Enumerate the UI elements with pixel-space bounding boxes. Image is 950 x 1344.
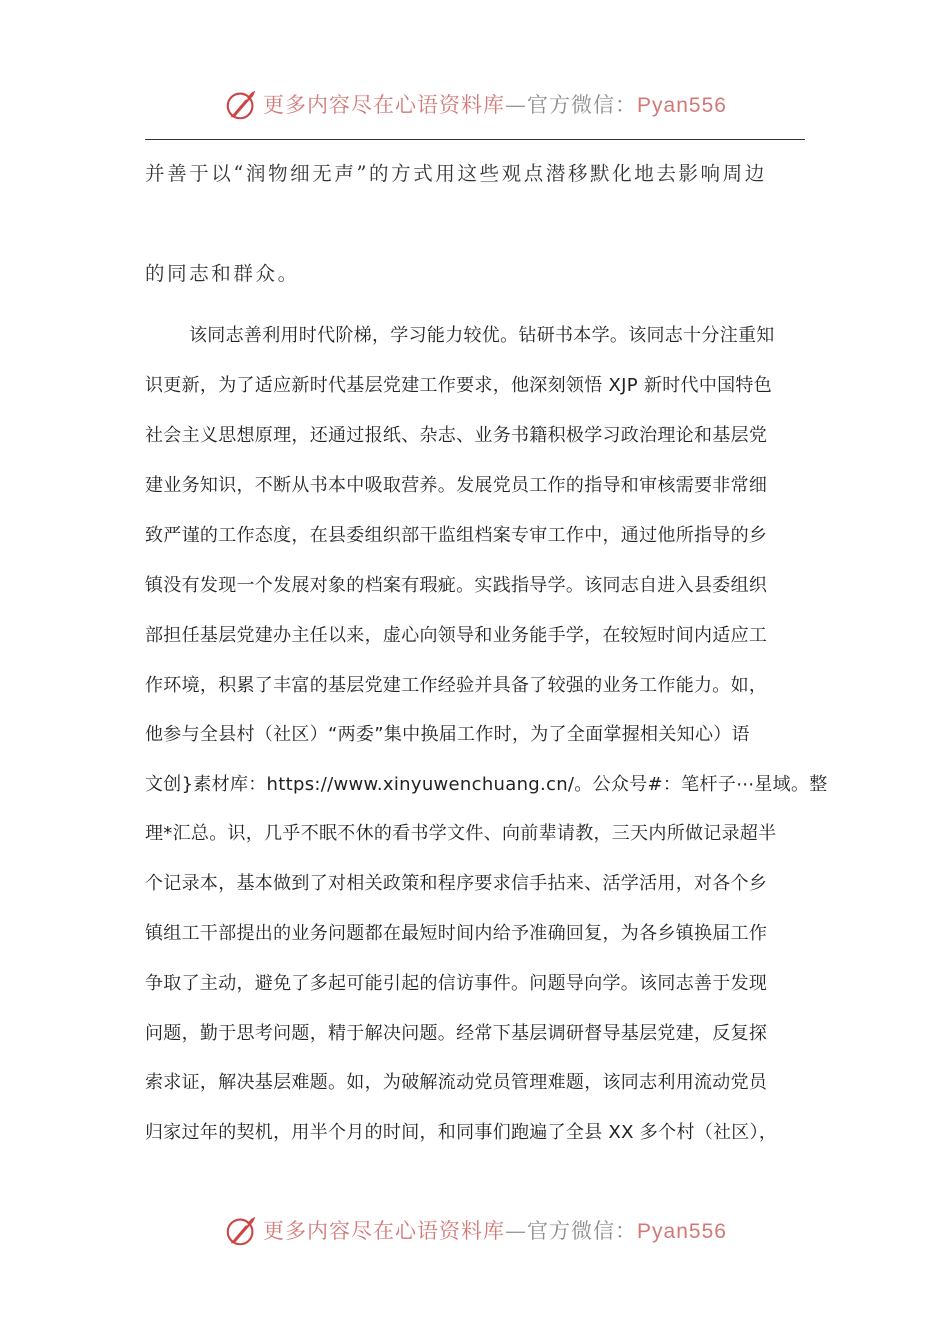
banner-main: 更多内容尽在心语资料库 (263, 93, 506, 117)
banner-wechat: Pyan556 (637, 1220, 727, 1243)
banner-label: 官方微信： (527, 1219, 638, 1243)
banner-sep: — (505, 1219, 528, 1243)
text-line: 致严谨的工作态度，在县委组织部干监组档案专审工作中，通过他所指导的乡 (145, 525, 768, 546)
text-line: 问题，勤于思考问题，精于解决问题。经常下基层调研督导基层党建，反复探 (145, 1023, 768, 1044)
text-line: 部担任基层党建办主任以来，虚心向领导和业务能手学，在较短时间内适应工 (145, 625, 768, 646)
text-line: 争取了主动，避免了多起可能引起的信访事件。问题导向学。该同志善于发现 (145, 973, 768, 994)
text-line: 并善于以“润物细无声”的方式用这些观点潜移默化地去影响周边 (145, 162, 767, 185)
text-line: 的同志和群众。 (145, 262, 300, 285)
text-line: 建业务知识，不断从书本中吸取营养。发展党员工作的指导和审核需要非常细 (145, 475, 768, 496)
banner-main: 更多内容尽在心语资料库 (263, 1219, 506, 1243)
banner-wechat: Pyan556 (637, 94, 727, 117)
banner-label: 官方微信： (527, 93, 638, 117)
footer-banner (0, 1210, 950, 1250)
text-line: 镇组工干部提出的业务问题都在最短时间内给予准确回复，为各乡镇换届工作 (145, 923, 768, 944)
text-line: 作环境，积累了丰富的基层党建工作经验并具备了较强的业务工作能力。如， (145, 675, 768, 696)
text-line: 该同志善利用时代阶梯，学习能力较优。钻研书本学。该同志十分注重知 (189, 325, 775, 346)
text-line: 镇没有发现一个发展对象的档案有瑕疵。实践指导学。该同志自进入县委组织 (145, 575, 768, 596)
text-line: 理*汇总。识，几乎不眠不休的看书学文件、向前辈请教，三天内所做记录超半 (145, 823, 777, 844)
text-line: 文创}素材库：https://www.xinyuwenchuang.cn/。公众号#：笔杆子⋯星域。整 (145, 774, 828, 795)
quill-logo-icon (223, 85, 261, 123)
text-line: 个记录本，基本做到了对相关政策和程序要求信手拈来、活学活用，对各个乡 (145, 873, 768, 894)
banner-text (263, 1215, 727, 1245)
header-rule (145, 139, 805, 140)
text-line: 索求证，解决基层难题。如，为破解流动党员管理难题，该同志利用流动党员 (145, 1072, 768, 1093)
banner-sep: — (505, 93, 528, 117)
quill-logo-icon (223, 1211, 261, 1249)
banner-text (263, 89, 727, 119)
text-line: 归家过年的契机，用半个月的时间，和同事们跑遍了全县 XX 多个村（社区）， (145, 1122, 778, 1143)
text-line: 他参与全县村（社区）“两委”集中换届工作时，为了全面掌握相关知心）语 (145, 724, 750, 745)
text-line: 识更新，为了适应新时代基层党建工作要求，他深刻领悟 XJP 新时代中国特色 (145, 375, 773, 396)
text-line: 社会主义思想原理，还通过报纸、杂志、业务书籍积极学习政治理论和基层党 (145, 425, 768, 446)
header-banner (0, 84, 950, 124)
